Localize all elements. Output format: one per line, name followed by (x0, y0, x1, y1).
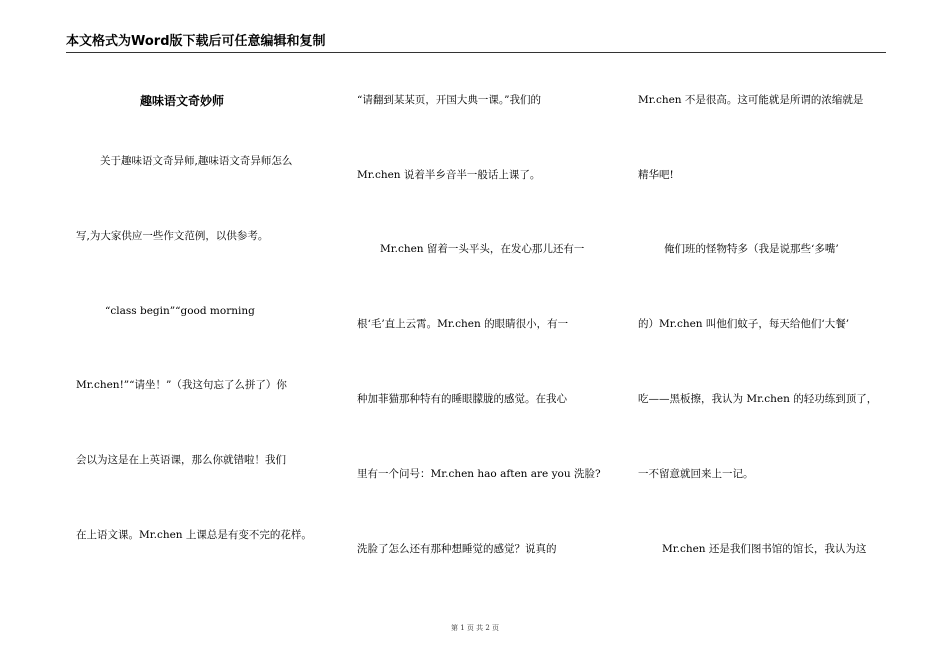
body-text-line: Mr.chen 说着半乡音半一般话上课了。 (357, 169, 541, 181)
article-title: 趣味语文奇妙师 (140, 94, 225, 108)
body-text-line: 里有一个问号：Mr.chen hao aften are you 洗脸? (357, 468, 601, 480)
body-text-line: 俺们班的怪物特多（我是说那些‘多嘴’ (664, 243, 839, 255)
body-text-line: 种加菲猫那种特有的睡眼朦胧的感觉。在我心 (357, 393, 567, 405)
body-text-line: 会以为这是在上英语课，那么你就错啦！我们 (76, 454, 286, 466)
body-text-line: 吃——黑板擦，我认为 Mr.chen 的轻功练到顶了， (638, 393, 878, 405)
body-text-line: 的）Mr.chen 叫他们蚊子，每天给他们‘大餐’ (638, 318, 850, 330)
body-text-line: Mr.chen 留着一头平头，在发心那儿还有一 (380, 243, 585, 255)
body-text-line: “请翻到某某页，开国大典一课。”我们的 (357, 94, 541, 106)
body-text-line: 洗脸了怎么还有那种想睡觉的感觉？说真的 (357, 543, 557, 555)
body-text-line: 精华吧! (638, 169, 674, 181)
body-text-line: 根‘毛’直上云霄。Mr.chen 的眼睛很小，有一 (357, 318, 569, 330)
body-text-line: Mr.chen!”“请坐！”（我这句忘了么拼了）你 (76, 379, 287, 391)
body-text-line: 在上语文课。Mr.chen 上课总是有变不完的花样。 (76, 529, 312, 541)
body-text-line: “class begin”“good morning (105, 305, 255, 317)
header-divider (66, 52, 886, 53)
body-text-line: Mr.chen 不是很高。这可能就是所谓的浓缩就是 (638, 94, 864, 106)
document-banner: 本文格式为Word版下载后可任意编辑和复制 (66, 34, 326, 49)
body-text-line: Mr.chen 还是我们图书馆的馆长，我认为这 (662, 543, 867, 555)
page-number: 第 1 页 共 2 页 (450, 624, 500, 632)
body-text-line: 一不留意就回来上一记。 (638, 468, 754, 480)
body-text-line: 关于趣味语文奇异师,趣味语文奇异师怎么 (100, 155, 293, 167)
body-text-line: 写,为大家供应一些作文范例，以供参考。 (76, 230, 269, 242)
